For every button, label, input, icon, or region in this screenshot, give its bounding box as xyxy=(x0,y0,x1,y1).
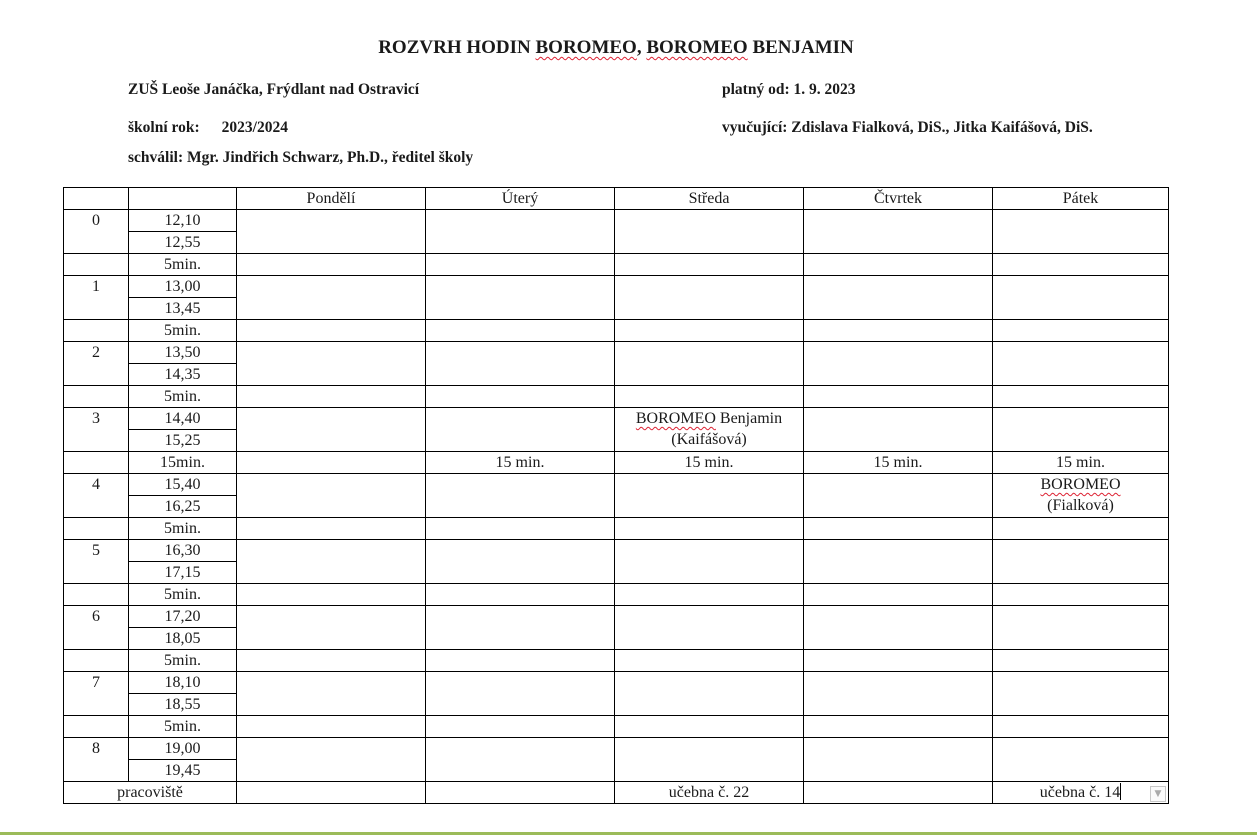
spell-flagged-word: BOROMEO xyxy=(646,37,748,58)
lesson-start-time: 17,20 xyxy=(129,606,236,628)
lesson-end-time: 18,55 xyxy=(164,696,201,713)
lesson-cell-tuesday[interactable] xyxy=(426,210,615,254)
break-length[interactable]: 5min. xyxy=(129,584,237,606)
lesson-time[interactable] xyxy=(129,210,237,254)
teacher-name: (Kaifášová) xyxy=(671,431,747,448)
lesson-number[interactable]: 1 xyxy=(64,276,129,320)
break-cell-monday[interactable] xyxy=(237,452,426,474)
break-number-cell[interactable] xyxy=(64,254,129,276)
header-row xyxy=(64,188,1169,210)
text-cursor xyxy=(1120,783,1121,800)
lesson-cell-tuesday[interactable] xyxy=(426,738,615,782)
school-year: školní rok: 2023/2024 xyxy=(128,119,288,136)
lesson-row xyxy=(64,672,1169,716)
lesson-row xyxy=(64,474,1169,518)
lesson-cell-thursday[interactable] xyxy=(804,342,993,386)
lesson-start-time: 12,10 xyxy=(129,210,236,232)
teacher-name: (Fialková) xyxy=(1047,497,1114,514)
corner-cell[interactable] xyxy=(64,188,129,210)
lesson-row xyxy=(64,606,1169,650)
lesson-end-time: 18,05 xyxy=(164,630,201,647)
lesson-cell-tuesday[interactable] xyxy=(426,276,615,320)
lesson-time[interactable] xyxy=(129,342,237,386)
day-header-thursday[interactable]: Čtvrtek xyxy=(804,188,993,210)
page-bottom-border xyxy=(0,832,1257,835)
break-length[interactable]: 5min. xyxy=(129,716,237,738)
lesson-end-time: 16,25 xyxy=(164,498,201,515)
break-cell-tuesday[interactable] xyxy=(426,518,615,540)
lesson-number[interactable]: 6 xyxy=(64,606,129,650)
chevron-down-icon[interactable]: ▼ xyxy=(1150,786,1166,802)
break-cell-monday[interactable] xyxy=(237,650,426,672)
break-cell-wednesday[interactable] xyxy=(615,518,804,540)
break-number-cell[interactable] xyxy=(64,452,129,474)
lesson-cell-thursday[interactable] xyxy=(804,408,993,452)
lesson-cell-wednesday[interactable] xyxy=(615,606,804,650)
classroom-text: učebna č. 14 xyxy=(1039,784,1121,801)
lesson-cell-friday[interactable] xyxy=(993,408,1169,452)
lesson-row xyxy=(64,540,1169,584)
lesson-cell-wednesday[interactable] xyxy=(615,408,804,452)
lesson-time[interactable] xyxy=(129,540,237,584)
break-cell-tuesday[interactable] xyxy=(426,386,615,408)
lesson-start-time: 18,10 xyxy=(129,672,236,694)
day-header-friday[interactable]: Pátek xyxy=(993,188,1169,210)
lesson-row xyxy=(64,738,1169,782)
lesson-cell-friday[interactable] xyxy=(993,342,1169,386)
lesson-cell-friday[interactable] xyxy=(993,474,1169,518)
lesson-start-time: 14,40 xyxy=(129,408,236,430)
break-row xyxy=(64,386,1169,408)
day-header-tuesday[interactable]: Úterý xyxy=(426,188,615,210)
lesson-cell-friday[interactable] xyxy=(993,606,1169,650)
break-cell-monday[interactable] xyxy=(237,518,426,540)
lesson-cell-monday[interactable] xyxy=(237,276,426,320)
school-name: ZUŠ Leoše Janáčka, Frýdlant nad Ostravicí xyxy=(128,81,420,98)
lesson-cell-wednesday[interactable] xyxy=(615,474,804,518)
footer-row xyxy=(64,782,1169,804)
break-row xyxy=(64,650,1169,672)
lesson-cell-monday[interactable] xyxy=(237,210,426,254)
break-cell-friday[interactable] xyxy=(993,386,1169,408)
corner-cell[interactable] xyxy=(129,188,237,210)
lesson-number[interactable]: 8 xyxy=(64,738,129,782)
lesson-cell-friday[interactable] xyxy=(993,738,1169,782)
student-surname: BOROMEO xyxy=(1040,476,1121,493)
lesson-time[interactable] xyxy=(129,474,237,518)
lesson-cell-friday[interactable] xyxy=(993,276,1169,320)
break-number-cell[interactable] xyxy=(64,650,129,672)
lesson-number[interactable]: 2 xyxy=(64,342,129,386)
lesson-cell-tuesday[interactable] xyxy=(426,474,615,518)
workplace-cell-thursday[interactable] xyxy=(804,782,993,804)
break-length[interactable]: 5min. xyxy=(129,518,237,540)
break-cell-thursday[interactable] xyxy=(804,386,993,408)
lesson-cell-wednesday[interactable] xyxy=(615,738,804,782)
break-length[interactable]: 5min. xyxy=(129,254,237,276)
timetable xyxy=(63,187,1169,804)
break-cell-friday[interactable] xyxy=(993,584,1169,606)
lesson-row xyxy=(64,342,1169,386)
lesson-number[interactable]: 7 xyxy=(64,672,129,716)
break-number-cell[interactable] xyxy=(64,320,129,342)
lesson-start-time: 19,00 xyxy=(129,738,236,760)
break-cell-tuesday[interactable] xyxy=(426,716,615,738)
lesson-row xyxy=(64,276,1169,320)
lesson-cell-wednesday[interactable] xyxy=(615,540,804,584)
lesson-time[interactable] xyxy=(129,672,237,716)
break-cell-thursday[interactable] xyxy=(804,584,993,606)
break-row xyxy=(64,518,1169,540)
lesson-cell-thursday[interactable] xyxy=(804,672,993,716)
lesson-end-time: 14,35 xyxy=(164,366,201,383)
lesson-cell-wednesday[interactable] xyxy=(615,276,804,320)
break-cell-wednesday[interactable] xyxy=(615,320,804,342)
break-number-cell[interactable] xyxy=(64,716,129,738)
lesson-cell-monday[interactable] xyxy=(237,672,426,716)
lesson-time[interactable] xyxy=(129,408,237,452)
break-cell-tuesday[interactable] xyxy=(426,650,615,672)
break-row xyxy=(64,254,1169,276)
break-cell-tuesday[interactable]: 15 min. xyxy=(426,452,615,474)
break-cell-wednesday[interactable] xyxy=(615,584,804,606)
break-cell-thursday[interactable] xyxy=(804,320,993,342)
break-length[interactable]: 5min. xyxy=(129,650,237,672)
break-cell-wednesday[interactable] xyxy=(615,650,804,672)
break-row xyxy=(64,320,1169,342)
break-cell-thursday[interactable] xyxy=(804,716,993,738)
lesson-cell-thursday[interactable] xyxy=(804,738,993,782)
valid-from: platný od: 1. 9. 2023 xyxy=(722,81,856,98)
lesson-cell-tuesday[interactable] xyxy=(426,342,615,386)
lesson-time[interactable] xyxy=(129,276,237,320)
break-cell-wednesday[interactable]: 15 min. xyxy=(615,452,804,474)
lesson-end-time: 13,45 xyxy=(164,300,201,317)
break-cell-monday[interactable] xyxy=(237,254,426,276)
break-cell-friday[interactable] xyxy=(993,716,1169,738)
break-length[interactable]: 5min. xyxy=(129,386,237,408)
break-row xyxy=(64,452,1169,474)
lesson-cell-friday[interactable] xyxy=(993,540,1169,584)
break-cell-tuesday[interactable] xyxy=(426,584,615,606)
lesson-cell-tuesday[interactable] xyxy=(426,606,615,650)
lesson-cell-tuesday[interactable] xyxy=(426,408,615,452)
workplace-label[interactable]: pracoviště xyxy=(64,782,237,804)
break-row xyxy=(64,584,1169,606)
lesson-start-time: 15,40 xyxy=(129,474,236,496)
lesson-number[interactable]: 4 xyxy=(64,474,129,518)
workplace-cell-friday[interactable] xyxy=(993,782,1169,804)
break-cell-monday[interactable] xyxy=(237,386,426,408)
break-cell-monday[interactable] xyxy=(237,716,426,738)
break-cell-tuesday[interactable] xyxy=(426,254,615,276)
lesson-cell-friday[interactable] xyxy=(993,672,1169,716)
break-cell-monday[interactable] xyxy=(237,584,426,606)
teachers: vyučující: Zdislava Fialková, DiS., Jitka Kaifášová, DiS. xyxy=(722,119,1093,136)
lesson-cell-monday[interactable] xyxy=(237,738,426,782)
break-cell-wednesday[interactable] xyxy=(615,716,804,738)
lesson-start-time: 16,30 xyxy=(129,540,236,562)
lesson-row xyxy=(64,210,1169,254)
lesson-cell-tuesday[interactable] xyxy=(426,672,615,716)
break-cell-wednesday[interactable] xyxy=(615,254,804,276)
lesson-end-time: 15,25 xyxy=(164,432,201,449)
spell-flagged-word: BOROMEO xyxy=(535,37,637,58)
break-length[interactable]: 15min. xyxy=(129,452,237,474)
lesson-end-time: 17,15 xyxy=(164,564,201,581)
break-number-cell[interactable] xyxy=(64,518,129,540)
break-cell-friday[interactable] xyxy=(993,320,1169,342)
lesson-cell-wednesday[interactable] xyxy=(615,210,804,254)
break-cell-friday[interactable] xyxy=(993,254,1169,276)
lesson-cell-wednesday[interactable] xyxy=(615,342,804,386)
lesson-number[interactable]: 3 xyxy=(64,408,129,452)
workplace-cell-wednesday[interactable]: učebna č. 22 xyxy=(615,782,804,804)
lesson-cell-monday[interactable] xyxy=(237,342,426,386)
break-cell-thursday[interactable]: 15 min. xyxy=(804,452,993,474)
break-cell-monday[interactable] xyxy=(237,320,426,342)
break-length[interactable]: 5min. xyxy=(129,320,237,342)
lesson-cell-wednesday[interactable] xyxy=(615,672,804,716)
break-cell-wednesday[interactable] xyxy=(615,386,804,408)
lesson-number[interactable]: 0 xyxy=(64,210,129,254)
lesson-cell-monday[interactable] xyxy=(237,540,426,584)
break-cell-thursday[interactable] xyxy=(804,518,993,540)
break-cell-friday[interactable]: 15 min. xyxy=(993,452,1169,474)
lesson-number[interactable]: 5 xyxy=(64,540,129,584)
approved-by: schválil: Mgr. Jindřich Schwarz, Ph.D., ředitel školy xyxy=(128,149,474,166)
lesson-end-time: 19,45 xyxy=(164,762,201,779)
lesson-cell-thursday[interactable] xyxy=(804,474,993,518)
lesson-cell-monday[interactable] xyxy=(237,408,426,452)
lesson-time[interactable] xyxy=(129,738,237,782)
page-title: ROZVRH HODIN BOROMEO, BOROMEO BENJAMIN xyxy=(378,37,854,58)
lesson-cell-thursday[interactable] xyxy=(804,540,993,584)
break-cell-thursday[interactable] xyxy=(804,254,993,276)
lesson-cell-thursday[interactable] xyxy=(804,606,993,650)
student-surname: BOROMEO xyxy=(635,410,716,427)
lesson-cell-monday[interactable] xyxy=(237,474,426,518)
break-number-cell[interactable] xyxy=(64,386,129,408)
break-cell-friday[interactable] xyxy=(993,650,1169,672)
lesson-start-time: 13,00 xyxy=(129,276,236,298)
break-cell-friday[interactable] xyxy=(993,518,1169,540)
lesson-cell-friday[interactable] xyxy=(993,210,1169,254)
lesson-start-time: 13,50 xyxy=(129,342,236,364)
break-row xyxy=(64,716,1169,738)
lesson-time[interactable] xyxy=(129,606,237,650)
lesson-cell-thursday[interactable] xyxy=(804,276,993,320)
student-firstname: Benjamin xyxy=(715,410,783,427)
break-number-cell[interactable] xyxy=(64,584,129,606)
lesson-cell-monday[interactable] xyxy=(237,606,426,650)
lesson-cell-thursday[interactable] xyxy=(804,210,993,254)
lesson-end-time: 12,55 xyxy=(164,234,201,251)
workplace-cell-tuesday[interactable] xyxy=(426,782,615,804)
break-cell-thursday[interactable] xyxy=(804,650,993,672)
workplace-cell-monday[interactable] xyxy=(237,782,426,804)
lesson-row xyxy=(64,408,1169,452)
day-header-wednesday[interactable]: Středa xyxy=(615,188,804,210)
day-header-monday[interactable]: Pondělí xyxy=(237,188,426,210)
break-cell-tuesday[interactable] xyxy=(426,320,615,342)
lesson-cell-tuesday[interactable] xyxy=(426,540,615,584)
